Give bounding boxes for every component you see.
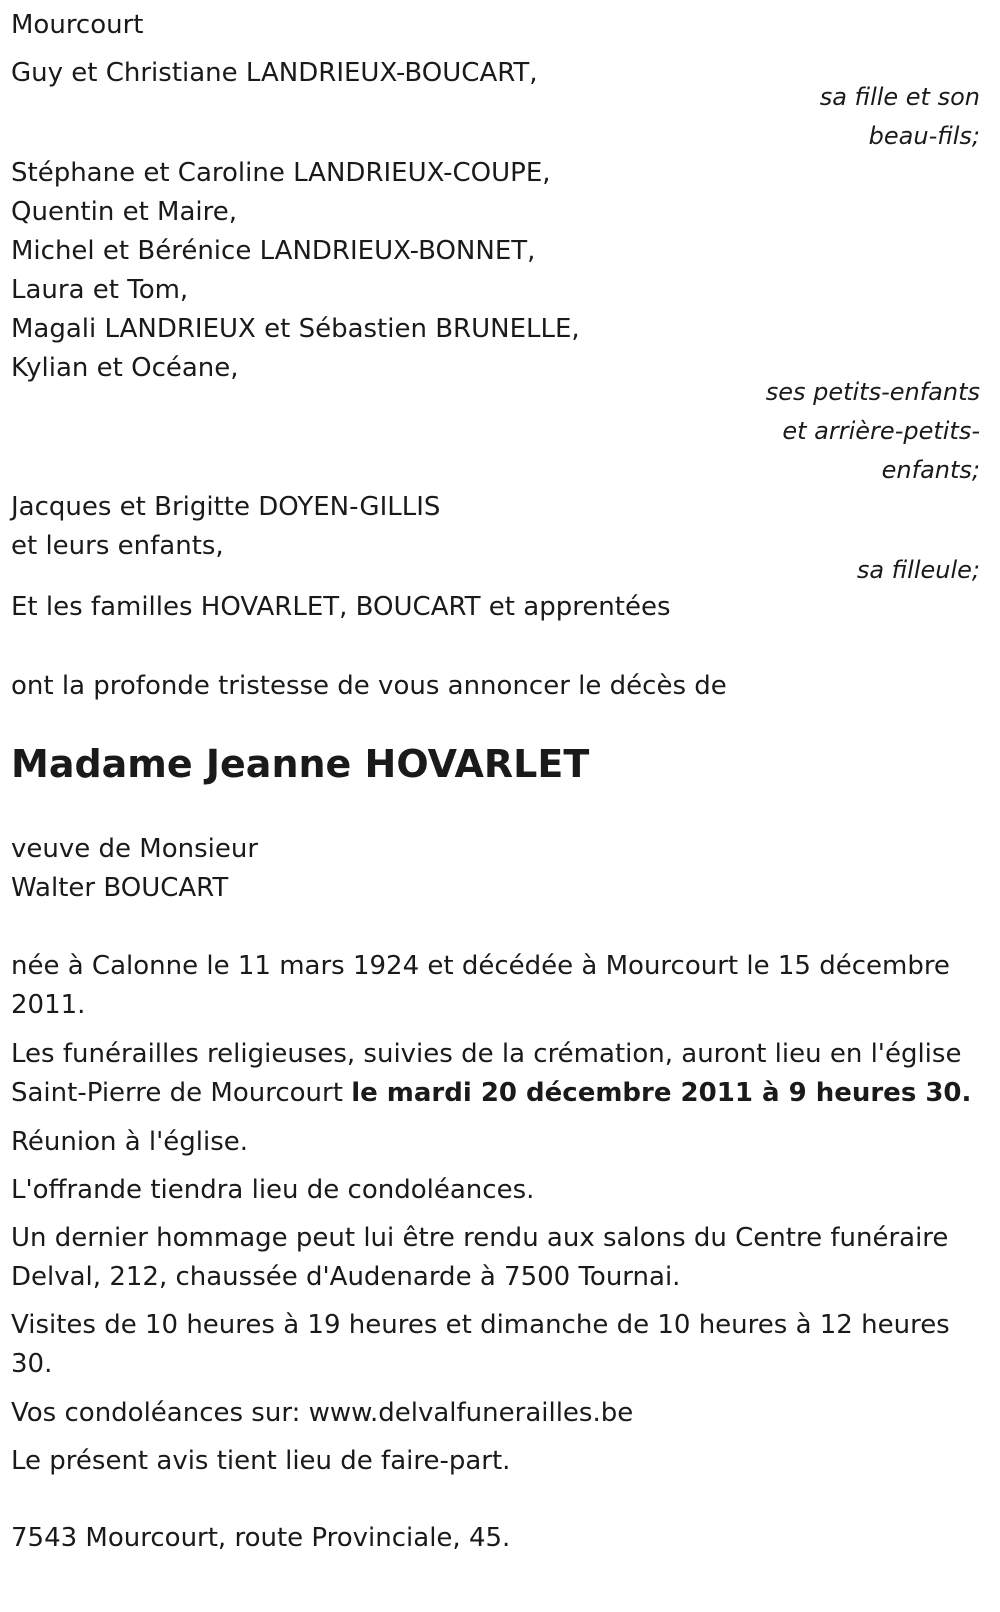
family-name-line: Stéphane et Caroline LANDRIEUX-COUPE, [11,158,551,188]
address-line: 7543 Mourcourt, route Provinciale, 45. [11,1523,511,1553]
offering-line: L'offrande tiendra lieu de condoléances. [11,1175,535,1205]
relation-label: ses petits-enfants [765,378,980,406]
tribute-line: Un dernier hommage peut lui être rendu aux salons du Centre funéraire [11,1223,949,1253]
notice-line: Le présent avis tient lieu de faire-part. [11,1446,511,1476]
family-name-line: Laura et Tom, [11,275,189,305]
widow-of-line: Walter BOUCART [11,873,229,903]
visits-line: Visites de 10 heures à 19 heures et dimanche de 10 heures à 12 heures [11,1310,950,1340]
family-name-line: Jacques et Brigitte DOYEN-GILLIS [11,492,441,522]
tribute-line: Delval, 212, chaussée d'Audenarde à 7500 Tournai. [11,1262,681,1292]
meeting-line: Réunion à l'église. [11,1127,249,1157]
announcement-text: ont la profonde tristesse de vous annoncer le décès de [11,671,727,701]
visits-line: 30. [11,1349,53,1379]
relation-label: beau-fils; [868,122,980,150]
funeral-line [11,1080,971,1106]
families-line: Et les familles HOVARLET, BOUCART et apprentées [11,592,671,622]
location-heading: Mourcourt [11,10,144,40]
funeral-datetime: le mardi 20 décembre 2011 à 9 heures 30. [351,1078,972,1108]
family-name-line: et leurs enfants, [11,531,224,561]
funeral-line: Les funérailles religieuses, suivies de la crémation, auront lieu en l'église [11,1039,962,1069]
deceased-name: Madame Jeanne HOVARLET [11,742,590,786]
condolences-line: Vos condoléances sur: www.delvalfunerailles.be [11,1398,634,1428]
family-name-line: Guy et Christiane LANDRIEUX-BOUCART, [11,58,538,88]
birth-death-line: 2011. [11,990,86,1020]
funeral-location: Saint-Pierre de Mourcourt [11,1078,352,1108]
birth-death-line: née à Calonne le 11 mars 1924 et décédée à Mourcourt le 15 décembre [11,951,950,981]
relation-label: enfants; [881,456,980,484]
family-name-line: Magali LANDRIEUX et Sébastien BRUNELLE, [11,314,580,344]
family-name-line: Michel et Bérénice LANDRIEUX-BONNET, [11,236,536,266]
family-name-line: Kylian et Océane, [11,353,239,383]
relation-label: sa fille et son [819,83,980,111]
relation-label: et arrière-petits- [782,417,980,445]
relation-label: sa filleule; [856,556,980,584]
family-name-line: Quentin et Maire, [11,197,238,227]
widow-of-line: veuve de Monsieur [11,834,259,864]
